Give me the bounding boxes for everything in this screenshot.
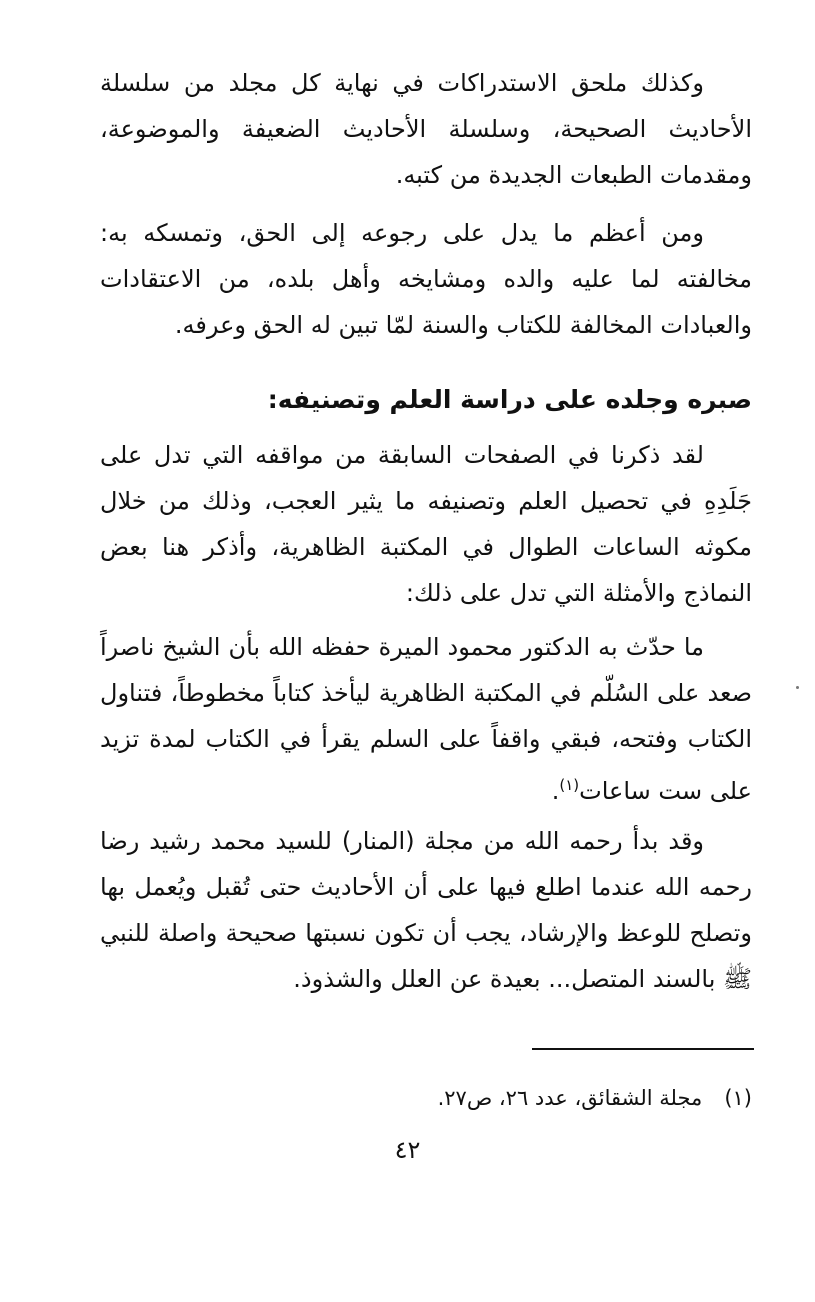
paragraph-corrections-appendix: وكذلك ملحق الاستدراكات في نهاية كل مجلد من سلسلة الأحاديث الصحيحة، وسلسلة الأحاديث الضعيفة والموضوعة، ومقدمات الطبعات الجديدة من كتبه. [100, 69, 752, 189]
section-heading: صبره وجلده على دراسة العلم وتصنيفه: [267, 385, 752, 414]
footnote [100, 1082, 752, 1114]
footnote-divider [532, 1048, 754, 1050]
paragraph-ladder-story-text: ما حدّث به الدكتور محمود الميرة حفظه الله بأن الشيخ ناصراً صعد على السُلّم في المكتبة الظاهرية ليأخذ كتاباً مخطوطاً، فتناول الكتاب وفتحه، فبقي واقفاً على السلم يقرأ في الكتاب لمدة تزيد على ست ساعات [100, 633, 752, 805]
paragraph-ladder-story [100, 624, 752, 814]
paragraph-perseverance: لقد ذكرنا في الصفحات السابقة من مواقفه التي تدل على جَلَدِهِ في تحصيل العلم وتصنيفه ما يثير العجب، وذلك من خلال مكوثه الساعات الطوال في المكتبة الظاهرية، وأذكر هنا بعض النماذج والأمثلة التي تدل على ذلك: [100, 441, 752, 607]
paragraph-return-to-truth: ومن أعظم ما يدل على رجوعه إلى الحق، وتمسكه به: مخالفته لما عليه والده ومشايخه وأهل بلده، من الاعتقادات والعبادات المخالفة للكتاب والسنة لمّا تبين له الحق وعرفه. [100, 219, 752, 339]
footnote-reference: (١) [559, 776, 580, 794]
scan-mark [796, 686, 799, 689]
paragraph-ladder-story-end: . [551, 777, 560, 805]
footnote-text: مجلة الشقائق، عدد ٢٦، ص٢٧. [437, 1086, 703, 1110]
footnote-marker: (١) [724, 1086, 752, 1110]
page-number: ٤٢ [394, 1136, 421, 1164]
paragraph-al-manar: وقد بدأ رحمه الله من مجلة (المنار) للسيد محمد رشيد رضا رحمه الله عندما اطلع فيها على أن الأحاديث حتى تُقبل ويُعمل بها وتصلح للوعظ والإرشاد، يجب أن تكون نسبتها صحيحة واصلة للنبي ﷺ بالسند المتصل... بعيدة عن العلل والشذوذ. [100, 827, 752, 993]
